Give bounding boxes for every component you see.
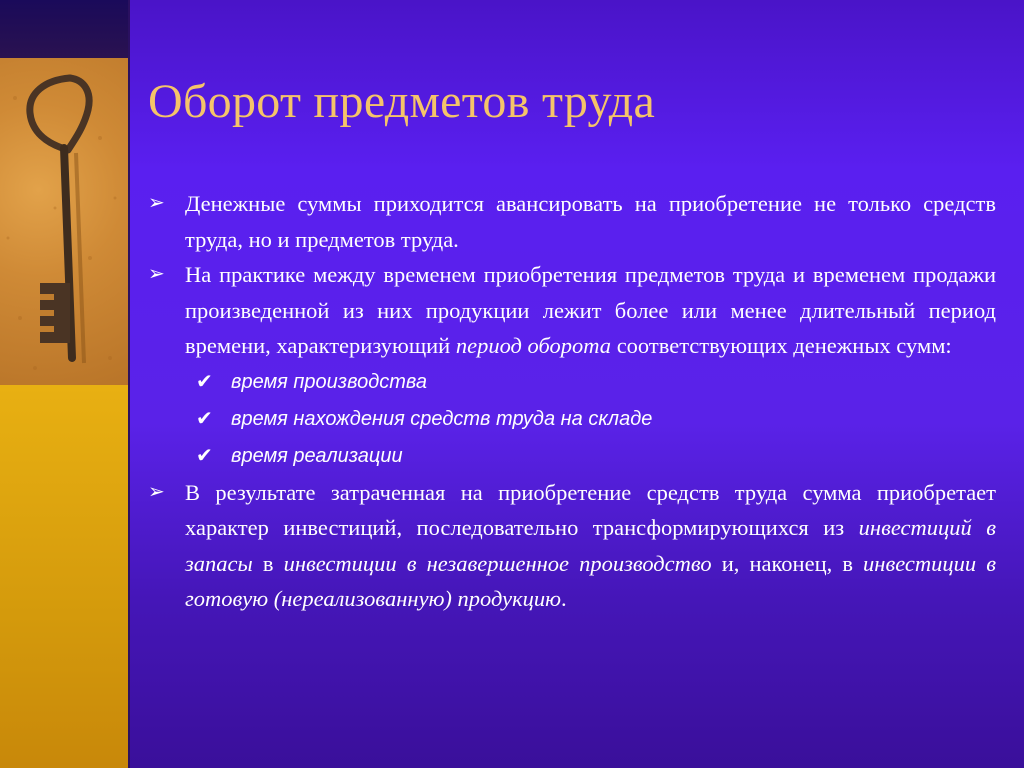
- final-emphasis-3: инвестиции в готовую (нереализованную) продукцию: [185, 550, 997, 611]
- subitem-text: время нахождения средств труда на складе: [231, 407, 653, 430]
- final-text-1: В результате затраченная на приобретение средств труда сумма приобретает характер инвестиций, последовательно трансформирующихся из: [185, 479, 996, 540]
- arrowhead-bullet-icon: ➢: [148, 192, 165, 214]
- final-text-2: в: [252, 550, 284, 576]
- arrowhead-bullet-icon: ➢: [148, 480, 165, 503]
- bullet-text-end: соответствующих денежных сумм:: [611, 333, 952, 358]
- final-text-3: и, наконец, в: [711, 550, 864, 576]
- bullet-emphasis: период оборота: [455, 333, 612, 358]
- left-gold-panel: [0, 385, 128, 768]
- bullet-text: На практике между временем приобретения предметов труда и временем продажи произведенной из них продукции лежит более или менее длительный период времени, характеризующий: [185, 262, 996, 358]
- bullet-item-1: [148, 186, 996, 257]
- bullet-item-3: [148, 475, 996, 617]
- key-icon: [0, 58, 128, 388]
- final-text-4: .: [560, 586, 567, 611]
- subitem-text: время производства: [231, 370, 428, 393]
- subitem-2: [148, 401, 996, 438]
- subitem-1: [148, 364, 996, 401]
- final-emphasis-2: инвестиции в незавершенное производство: [283, 550, 712, 576]
- arrowhead-bullet-icon: ➢: [148, 263, 165, 285]
- subitem-text: время реализации: [231, 444, 403, 467]
- slide-title: Оборот предметов труда: [148, 75, 656, 128]
- top-dark-strip: [0, 0, 128, 58]
- divider-line: [128, 0, 130, 768]
- checkmark-icon: ✔: [196, 407, 213, 430]
- checkmark-icon: ✔: [196, 370, 213, 393]
- final-emphasis-1: инвестиций в запасы: [185, 515, 996, 576]
- subitem-3: [148, 438, 996, 475]
- slide-body: [148, 186, 996, 617]
- checkmark-icon: ✔: [196, 444, 213, 467]
- bullet-text: Денежные суммы приходится авансировать на приобретение не только средств труда, но и предметов труда.: [185, 191, 996, 252]
- old-key-image: [0, 58, 128, 388]
- bullet-item-2: [148, 257, 996, 364]
